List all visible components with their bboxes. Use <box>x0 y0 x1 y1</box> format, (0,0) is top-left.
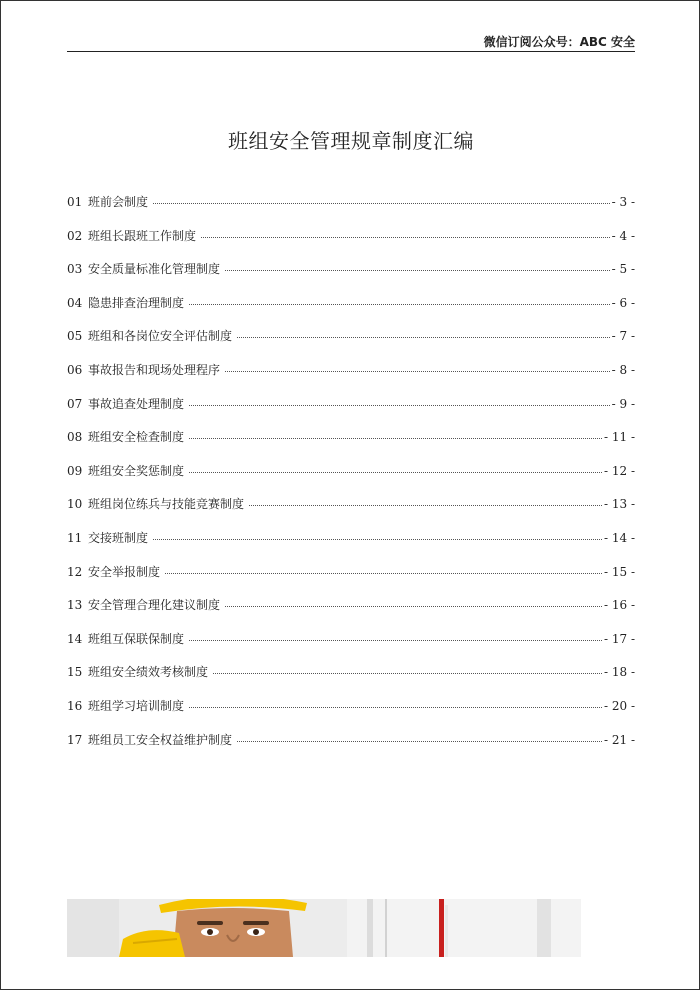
toc-entry-number: 15 <box>67 665 83 680</box>
toc-dot-leader <box>189 639 602 641</box>
toc-entry-label: 事故报告和现场处理程序 <box>88 362 221 377</box>
toc-dot-leader <box>237 336 610 338</box>
toc-entry-number: 17 <box>67 732 83 747</box>
toc-dot-leader <box>201 236 610 238</box>
toc-entry-page: - 3 - <box>611 195 635 209</box>
toc-entry[interactable] <box>67 260 635 294</box>
toc-entry-label: 安全管理合理化建议制度 <box>88 598 221 613</box>
toc-entry[interactable] <box>67 428 635 462</box>
toc-entry[interactable] <box>67 327 635 361</box>
toc-entry-number: 05 <box>67 329 83 344</box>
toc-entry[interactable] <box>67 529 635 563</box>
toc-entry-label: 班组安全检查制度 <box>88 430 185 445</box>
toc-entry-label: 班组互保联保制度 <box>88 631 185 646</box>
toc-entry-page: - 20 - <box>603 698 635 713</box>
toc-entry-number: 08 <box>67 430 83 445</box>
worker-banner-image <box>67 899 581 957</box>
toc-entry-page: - 13 - <box>603 497 635 512</box>
toc-entry[interactable] <box>67 294 635 328</box>
toc-entry-number: 11 <box>67 530 83 545</box>
toc-entry[interactable] <box>67 663 635 697</box>
toc-dot-leader <box>225 269 610 271</box>
toc-dot-leader <box>237 740 602 742</box>
toc-entry-page: - 16 - <box>603 598 635 613</box>
toc-dot-leader <box>153 538 602 540</box>
toc-dot-leader <box>189 706 602 708</box>
toc-dot-leader <box>189 437 602 439</box>
toc-entry-label: 班组岗位练兵与技能竞赛制度 <box>88 497 245 512</box>
toc-dot-leader <box>189 471 602 473</box>
toc-entry-label: 安全举报制度 <box>88 564 161 579</box>
red-rope <box>439 899 444 957</box>
toc-entry-number: 09 <box>67 463 83 478</box>
toc-entry-page: - 14 - <box>603 530 635 545</box>
toc-entry-number: 13 <box>67 598 83 613</box>
toc-entry-label: 交接班制度 <box>88 530 149 545</box>
toc-entry-page: - 17 - <box>603 631 635 646</box>
toc-entry[interactable] <box>67 563 635 597</box>
toc-entry-number: 06 <box>67 362 83 377</box>
toc-entry-page: - 9 - <box>611 396 635 411</box>
header-text: 微信订阅公众号：ABC 安全 <box>483 35 635 49</box>
toc-entry-page: - 12 - <box>603 463 635 478</box>
toc-entry-page: - 6 - <box>611 295 635 310</box>
toc-dot-leader <box>225 370 610 372</box>
table-of-contents <box>67 193 635 764</box>
toc-entry[interactable] <box>67 697 635 731</box>
toc-entry-page: - 7 - <box>611 329 635 344</box>
toc-dot-leader <box>165 572 602 574</box>
toc-entry[interactable] <box>67 630 635 664</box>
toc-entry-number: 14 <box>67 631 83 646</box>
toc-entry-number: 12 <box>67 564 83 579</box>
toc-entry[interactable] <box>67 227 635 261</box>
toc-entry-number: 10 <box>67 497 83 512</box>
toc-entry-number: 01 <box>67 195 83 209</box>
toc-dot-leader <box>249 504 602 506</box>
toc-entry-label: 班组安全绩效考核制度 <box>88 665 209 680</box>
toc-entry-number: 03 <box>67 262 83 277</box>
page-header <box>67 33 635 52</box>
toc-entry-page: - 8 - <box>611 362 635 377</box>
toc-dot-leader <box>189 404 610 406</box>
toc-entry[interactable] <box>67 462 635 496</box>
toc-entry[interactable] <box>67 395 635 429</box>
toc-entry-page: - 11 - <box>603 430 635 445</box>
toc-entry[interactable] <box>67 731 635 765</box>
toc-entry-label: 事故追查处理制度 <box>88 396 185 411</box>
toc-entry[interactable] <box>67 495 635 529</box>
toc-dot-leader <box>189 303 610 305</box>
toc-entry-label: 安全质量标准化管理制度 <box>88 262 221 277</box>
toc-entry[interactable] <box>67 596 635 630</box>
toc-entry-number: 16 <box>67 698 83 713</box>
document-title: 班组安全管理规章制度汇编 <box>228 129 474 153</box>
toc-entry[interactable] <box>67 361 635 395</box>
toc-entry-label: 班组员工安全权益维护制度 <box>88 732 233 747</box>
toc-entry-number: 07 <box>67 396 83 411</box>
face-shape <box>173 908 293 957</box>
toc-entry-label: 班组长跟班工作制度 <box>88 228 197 243</box>
worker-illustration <box>67 899 581 957</box>
toc-entry-page: - 15 - <box>603 564 635 579</box>
toc-dot-leader <box>225 605 602 607</box>
toc-entry-number: 04 <box>67 295 83 310</box>
toc-dot-leader <box>153 202 610 204</box>
toc-entry[interactable] <box>67 193 635 227</box>
toc-entry-page: - 21 - <box>603 732 635 747</box>
toc-entry-label: 隐患排查治理制度 <box>88 295 185 310</box>
toc-entry-label: 班组和各岗位安全评估制度 <box>88 329 233 344</box>
toc-dot-leader <box>213 672 602 674</box>
toc-entry-page: - 5 - <box>611 262 635 277</box>
toc-entry-label: 班前会制度 <box>88 195 149 209</box>
toc-entry-label: 班组安全奖惩制度 <box>88 463 185 478</box>
toc-entry-number: 02 <box>67 228 83 243</box>
toc-entry-label: 班组学习培训制度 <box>88 698 185 713</box>
toc-entry-page: - 18 - <box>603 665 635 680</box>
toc-entry-page: - 4 - <box>611 228 635 243</box>
